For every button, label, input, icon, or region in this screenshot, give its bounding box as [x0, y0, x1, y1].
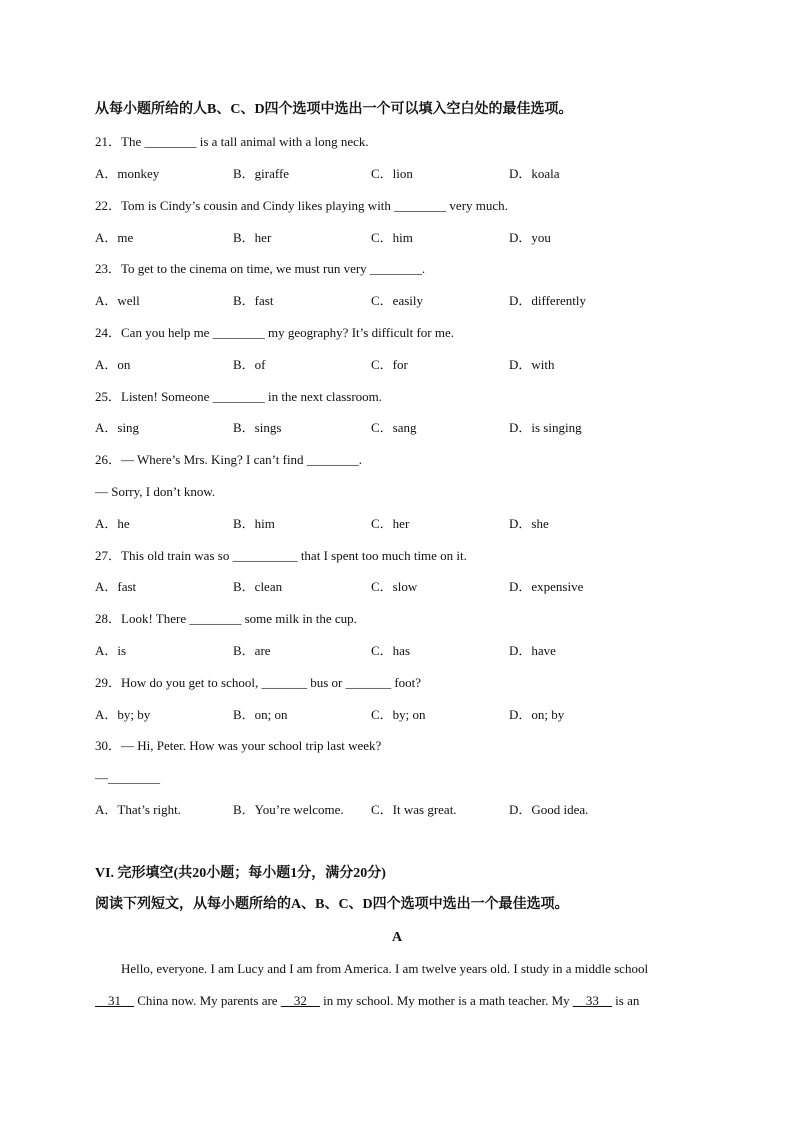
- question-30-response: —________: [95, 770, 160, 785]
- passage-label: A: [391, 930, 403, 945]
- blank-32[interactable]: __32__: [280, 993, 320, 1008]
- question-29-option-d[interactable]: D．on; by: [509, 707, 565, 722]
- question-27-option-d[interactable]: D．expensive: [509, 579, 584, 594]
- question-28-stem: 28．Look! There ________ some milk in the cup.: [95, 611, 357, 626]
- passage-line-2: [95, 993, 699, 1009]
- question-22-option-d[interactable]: D．you: [509, 230, 551, 245]
- question-22-stem: 22．Tom is Cindy’s cousin and Cindy likes playing with ________ very much.: [95, 198, 508, 213]
- question-28-option-b[interactable]: B．are: [233, 643, 271, 658]
- passage-text: in my school. My mother is a math teacher. My: [319, 993, 573, 1008]
- question-29-option-c[interactable]: C．by; on: [371, 707, 426, 722]
- question-26-stem: 26．— Where’s Mrs. King? I can’t find ________.: [95, 452, 363, 467]
- blank-31[interactable]: __31__: [95, 993, 134, 1008]
- question-26-option-c[interactable]: C．her: [371, 516, 410, 531]
- question-25-option-a[interactable]: A．sing: [95, 420, 140, 435]
- question-28-option-c[interactable]: C．has: [371, 643, 411, 658]
- question-30-option-a[interactable]: A．That’s right.: [95, 802, 181, 817]
- question-28-option-d[interactable]: D．have: [509, 643, 556, 658]
- question-26-response: — Sorry, I don’t know.: [95, 484, 216, 499]
- question-25-option-b[interactable]: B．sings: [233, 420, 282, 435]
- question-24-option-d[interactable]: D．with: [509, 357, 555, 372]
- question-23-option-b[interactable]: B．fast: [233, 293, 274, 308]
- question-22-option-b[interactable]: B．her: [233, 230, 272, 245]
- passage-text: China now. My parents are: [134, 993, 281, 1008]
- passage-line-1: Hello, everyone. I am Lucy and I am from America. I am twelve years old. I study in a middle school: [121, 961, 649, 976]
- question-24-stem: 24．Can you help me ________ my geography? It’s difficult for me.: [95, 325, 454, 340]
- section-vi-instruction: 阅读下列短文，从每小题所给的A、B、C、D四个选项中选出一个最佳选项。: [95, 897, 569, 912]
- question-27-stem: 27．This old train was so __________ that I spent too much time on it.: [95, 548, 467, 563]
- question-21-option-a[interactable]: A．monkey: [95, 166, 160, 181]
- question-24-option-b[interactable]: B．of: [233, 357, 266, 372]
- blank-33[interactable]: __33__: [572, 993, 612, 1008]
- question-21-option-c[interactable]: C．lion: [371, 166, 413, 181]
- question-22-option-a[interactable]: A．me: [95, 230, 134, 245]
- question-28-option-a[interactable]: A．is: [95, 643, 127, 658]
- question-25-stem: 25．Listen! Someone ________ in the next classroom.: [95, 389, 383, 404]
- question-30-stem: 30．— Hi, Peter. How was your school trip last week?: [95, 738, 382, 753]
- question-23-option-d[interactable]: D．differently: [509, 293, 587, 308]
- question-23-option-c[interactable]: C．easily: [371, 293, 423, 308]
- question-29-option-a[interactable]: A．by; by: [95, 707, 151, 722]
- question-29-stem: 29．How do you get to school, _______ bus or _______ foot?: [95, 675, 422, 690]
- question-30-option-c[interactable]: C．It was great.: [371, 802, 457, 817]
- question-27-option-a[interactable]: A．fast: [95, 579, 137, 594]
- question-25-option-d[interactable]: D．is singing: [509, 420, 582, 435]
- passage-text: is an: [611, 993, 640, 1008]
- question-30-option-b[interactable]: B．You’re welcome.: [233, 802, 344, 817]
- question-21-stem: 21．The ________ is a tall animal with a long neck.: [95, 134, 369, 149]
- question-23-option-a[interactable]: A．well: [95, 293, 140, 308]
- question-24-option-c[interactable]: C．for: [371, 357, 408, 372]
- question-27-option-b[interactable]: B．clean: [233, 579, 283, 594]
- question-21-option-d[interactable]: D．koala: [509, 166, 560, 181]
- question-26-option-b[interactable]: B．him: [233, 516, 275, 531]
- question-25-option-c[interactable]: C．sang: [371, 420, 417, 435]
- question-21-option-b[interactable]: B．giraffe: [233, 166, 290, 181]
- question-22-option-c[interactable]: C．him: [371, 230, 413, 245]
- question-26-option-a[interactable]: A．he: [95, 516, 130, 531]
- question-23-stem: 23．To get to the cinema on time, we must run very ________.: [95, 261, 426, 276]
- question-24-option-a[interactable]: A．on: [95, 357, 131, 372]
- section-instruction: 从每小题所给的人B、C、D四个选项中选出一个可以填入空白处的最佳选项。: [95, 102, 573, 117]
- section-vi-title: VI. 完形填空(共20小题；每小题1分，满分20分): [95, 866, 386, 881]
- question-30-option-d[interactable]: D．Good idea.: [509, 802, 589, 817]
- question-26-option-d[interactable]: D．she: [509, 516, 549, 531]
- question-29-option-b[interactable]: B．on; on: [233, 707, 288, 722]
- question-27-option-c[interactable]: C．slow: [371, 579, 418, 594]
